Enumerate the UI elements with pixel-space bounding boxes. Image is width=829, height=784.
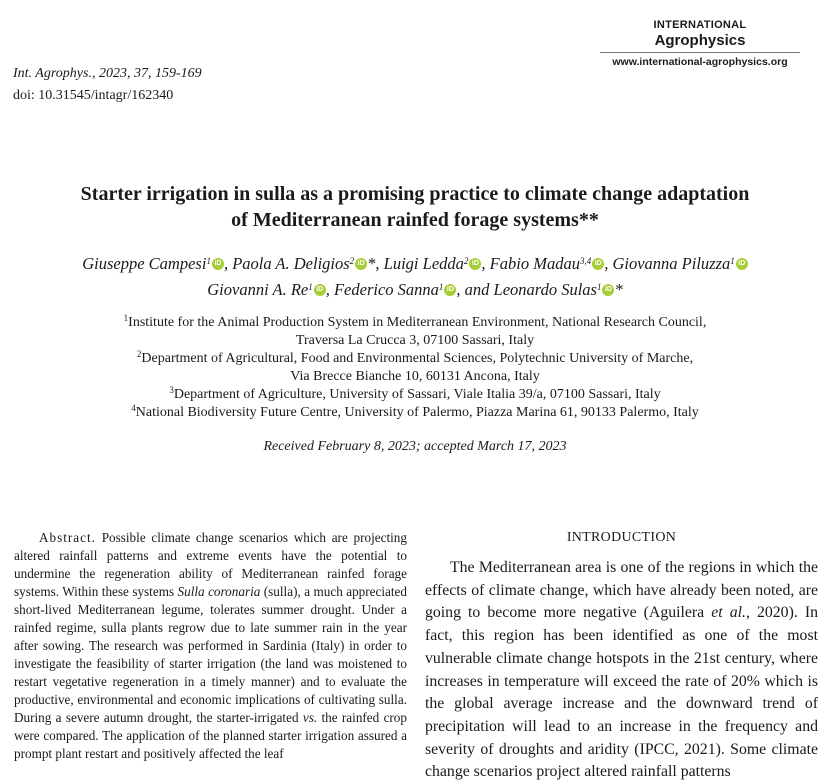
paper-title <box>20 181 810 233</box>
abstract-label: Abstract. <box>39 530 96 545</box>
abstract <box>14 529 407 763</box>
author-separator: * <box>614 280 623 299</box>
affiliation-2 <box>20 350 810 386</box>
affiliation-address: Via Brecce Bianche 10, 60131 Ancona, Italy <box>290 369 540 384</box>
author-name: Paola A. Deligios <box>232 254 350 273</box>
author-separator: , <box>481 254 490 273</box>
affiliation-sup: 2 <box>136 349 142 359</box>
orcid-icon[interactable] <box>602 284 614 296</box>
affiliation-address: Traversa La Crucca 3, 07100 Sassari, Italy <box>295 333 535 348</box>
author-affiliation-sup: 1 <box>596 282 602 292</box>
orcid-icon[interactable] <box>469 258 481 270</box>
journal-logo <box>600 19 800 69</box>
author-name: Leonardo Sulas <box>493 280 597 299</box>
title-line-1: Starter irrigation in sulla as a promising practice to climate change adaptation <box>80 183 750 205</box>
orcid-icon[interactable] <box>212 258 224 270</box>
author-separator: , <box>325 280 334 299</box>
author-affiliation-sup: 2 <box>463 256 469 266</box>
abstract-vs: vs. <box>302 710 318 725</box>
author-name: Fabio Madau <box>489 254 580 273</box>
affiliation-text: National Biodiversity Future Centre, University of Palermo, Piazza Marina 61, 90133 Palermo, Italy <box>135 405 699 420</box>
journal-name-top: INTERNATIONAL <box>653 19 747 31</box>
affiliation-sup: 4 <box>131 403 136 413</box>
author-affiliation-sup: 1 <box>730 256 735 266</box>
affiliation-sup: 3 <box>169 385 174 395</box>
orcid-icon[interactable] <box>314 284 326 296</box>
author-affiliation-sup: 1 <box>308 282 313 292</box>
abstract-text: the rainfed crop were compared. The application of the planned starter irrigation assured a prompt plant restart and positively affected the leaf <box>14 710 407 761</box>
affiliation-text: Department of Agricultural, Food and Environmental Sciences, Polytechnic University of Marche, <box>141 351 694 366</box>
author-affiliation-sup: 2 <box>349 256 355 266</box>
author-list <box>20 251 810 303</box>
affiliation-4 <box>20 404 810 422</box>
author-name: Luigi Ledda <box>383 254 464 273</box>
title-line-2: of Mediterranean rainfed forage systems** <box>231 209 599 231</box>
author-name: Giovanni A. Re <box>207 280 309 299</box>
author-separator: , <box>604 254 613 273</box>
journal-url[interactable]: www.international-agrophysics.org <box>612 56 788 68</box>
abstract-text: (sulla), a much appreciated short-lived Mediterranean legume, tolerates summer drought. Under a rainfed regime, sulla plants regrow due to late summer rain in the year after sowing. The research was performed in Sardinia (Italy) in order to investigate the feasibility of starter irrigation (the land was moistened to restart vegetative regeneration in a timely manner) and to evaluate the productive, environmental and economic implications of cultivating sulla. During a severe autumn drought, the starter-irrigated <box>14 584 407 725</box>
journal-name-main: Agrophysics <box>654 32 746 49</box>
introduction-paragraph: , 2020). In fact, this region has been identified as one of the most vulnerable climate change hotspots in the 21st century, where increases in temperature will exceed the rate of 20% which is the global average increase and the downward trend of precipitation will lead to an increase in the frequency and severity of droughts and aridity (IPCC, 2021). Some climate change scenarios project altered rainfall patterns <box>425 604 819 781</box>
introduction-text <box>425 557 818 784</box>
affiliation-text: Institute for the Animal Production System in Mediterranean Environment, National Research Council, <box>128 315 707 330</box>
introduction-heading: INTRODUCTION <box>566 530 677 545</box>
doi[interactable]: doi: 10.31545/intagr/162340 <box>13 88 174 103</box>
author-affiliation-sup: 3,4 <box>579 256 592 266</box>
orcid-icon[interactable] <box>736 258 748 270</box>
author-line-1 <box>20 251 810 277</box>
abstract-text: Possible climate change scenarios which are projecting altered rainfall patterns and extreme events have the potential to undermine the regeneration ability of Mediterranean rainfed forage systems. Within these systems <box>14 530 407 599</box>
introduction-etal: et al. <box>711 604 746 622</box>
author-separator: , and <box>456 280 494 299</box>
author-affiliation-sup: 1 <box>206 256 211 266</box>
author-name: Giuseppe Campesi <box>82 254 207 273</box>
orcid-icon[interactable] <box>592 258 604 270</box>
author-separator: *, <box>367 254 384 273</box>
author-line-2 <box>20 277 810 303</box>
received-dates: Received February 8, 2023; accepted March 17, 2023 <box>263 439 567 454</box>
author-separator: , <box>223 254 233 273</box>
citation: Int. Agrophys., 2023, 37, 159-169 <box>13 66 202 81</box>
orcid-icon[interactable] <box>444 284 456 296</box>
author-name: Federico Sanna <box>333 280 439 299</box>
introduction-paragraph: The Mediterranean area is one of the regions in which the effects of climate change, which have already been noted, are going to become more negative (Aguilera <box>425 559 818 622</box>
orcid-icon[interactable] <box>355 258 367 270</box>
abstract-species: Sulla coronaria <box>177 584 261 599</box>
affiliation-text: Department of Agriculture, University of Sassari, Viale Italia 39/a, 07100 Sassari, Italy <box>173 387 661 402</box>
author-name: Giovanna Piluzza <box>612 254 731 273</box>
affiliation-list <box>20 314 810 422</box>
affiliation-1 <box>20 314 810 350</box>
author-affiliation-sup: 1 <box>438 282 444 292</box>
affiliation-sup: 1 <box>123 313 129 323</box>
journal-divider <box>600 52 800 53</box>
affiliation-3 <box>20 386 810 404</box>
